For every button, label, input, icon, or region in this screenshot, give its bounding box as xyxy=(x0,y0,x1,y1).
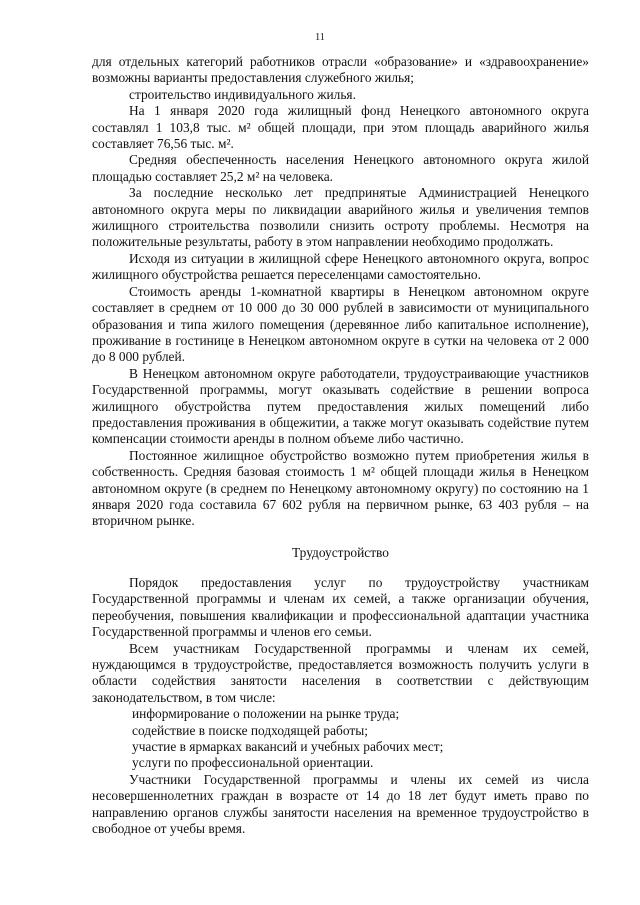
paragraph: Средняя обеспеченность населения Ненецкого автономного округа жилой площадью составляет 25,2 м² на человека. xyxy=(92,152,589,184)
paragraph: Порядок предоставления услуг по трудоустройству участникам Государственной программы и членам их семей, а также организации обучения, переобучения, повышения квалификации и профессиональной адаптации участника Государственной программы и членов его семьи. xyxy=(92,575,589,640)
list-item: участие в ярмарках вакансий и учебных рабочих мест; xyxy=(132,739,444,755)
paragraph: Участники Государственной программы и члены их семей из числа несовершеннолетних граждан в возрасте от 14 до 18 лет будут иметь право по направлению органов службы занятости населения на временное трудоустройство в свободное от учебы время. xyxy=(92,771,589,837)
paragraph: В Ненецком автономном округе работодатели, трудоустраивающие участников Государственной программы, могут оказывать содействие в решении вопроса жилищного обустройства путем предоставления жилых помещений либо предоставления проживания в общежитии, а также могут оказывать содействие путем компенсации стоимости аренды в полном объеме либо частично. xyxy=(92,365,589,447)
paragraph: Исходя из ситуации в жилищной сфере Ненецкого автономного округа, вопрос жилищного обустройства решается переселенцами самостоятельно. xyxy=(92,250,589,283)
paragraph: Стоимость аренды 1-комнатной квартиры в Ненецком автономном округе составляет в среднем от 10 000 до 30 000 рублей в зависимости от муниципального образования и типа жилого помещения (деревянное либо капитальное исполнение), проживание в гостинице в Ненецком автономном округе в сутки на человека от 2 000 до 8 000 рублей. xyxy=(92,283,589,365)
list-item: содействие в поиске подходящей работы; xyxy=(132,722,368,738)
page-number: 11 xyxy=(315,32,325,43)
employment-text-block xyxy=(92,575,589,838)
paragraph: На 1 января 2020 года жилищный фонд Ненецкого автономного округа составлял 1 103,8 тыс. м² общей площади, при этом площадь аварийного жилья составляет 76,56 тыс. м². xyxy=(92,103,589,152)
paragraph: Всем участникам Государственной программы и членам их семей, нуждающимся в трудоустройстве, предоставляется возможность получить услуги в области содействия занятости населения в соответствии с действующим законодательством, в том числе: xyxy=(92,640,589,705)
list-item: информирование о положении на рынке труда; xyxy=(132,706,400,722)
paragraph: строительство индивидуального жилья. xyxy=(129,86,356,102)
paragraph: Постоянное жилищное обустройство возможно путем приобретения жилья в собственность. Средняя базовая стоимость 1 м² общей площади жилья в Ненецком автономном округе (в среднем по Ненецкому автономному округу) по состоянию на 1 января 2020 года составила 67 602 рубля на первичном рынке, 63 403 рубля – на вторичном рынке. xyxy=(92,447,589,529)
housing-text-block xyxy=(92,54,589,530)
list-item: услуги по профессиональной ориентации. xyxy=(132,755,374,771)
section-heading: Трудоустройство xyxy=(292,545,389,560)
paragraph: За последние несколько лет предпринятые Администрацией Ненецкого автономного округа меры по ликвидации аварийного жилья и увеличения темпов жилищного строительства позволили снизить остроту проблемы. Несмотря на положительные результаты, работу в этом направлении необходимо продолжать. xyxy=(92,185,589,250)
paragraph: для отдельных категорий работников отрасли «образование» и «здравоохранение» возможны варианты предоставления служебного жилья; xyxy=(92,54,589,86)
